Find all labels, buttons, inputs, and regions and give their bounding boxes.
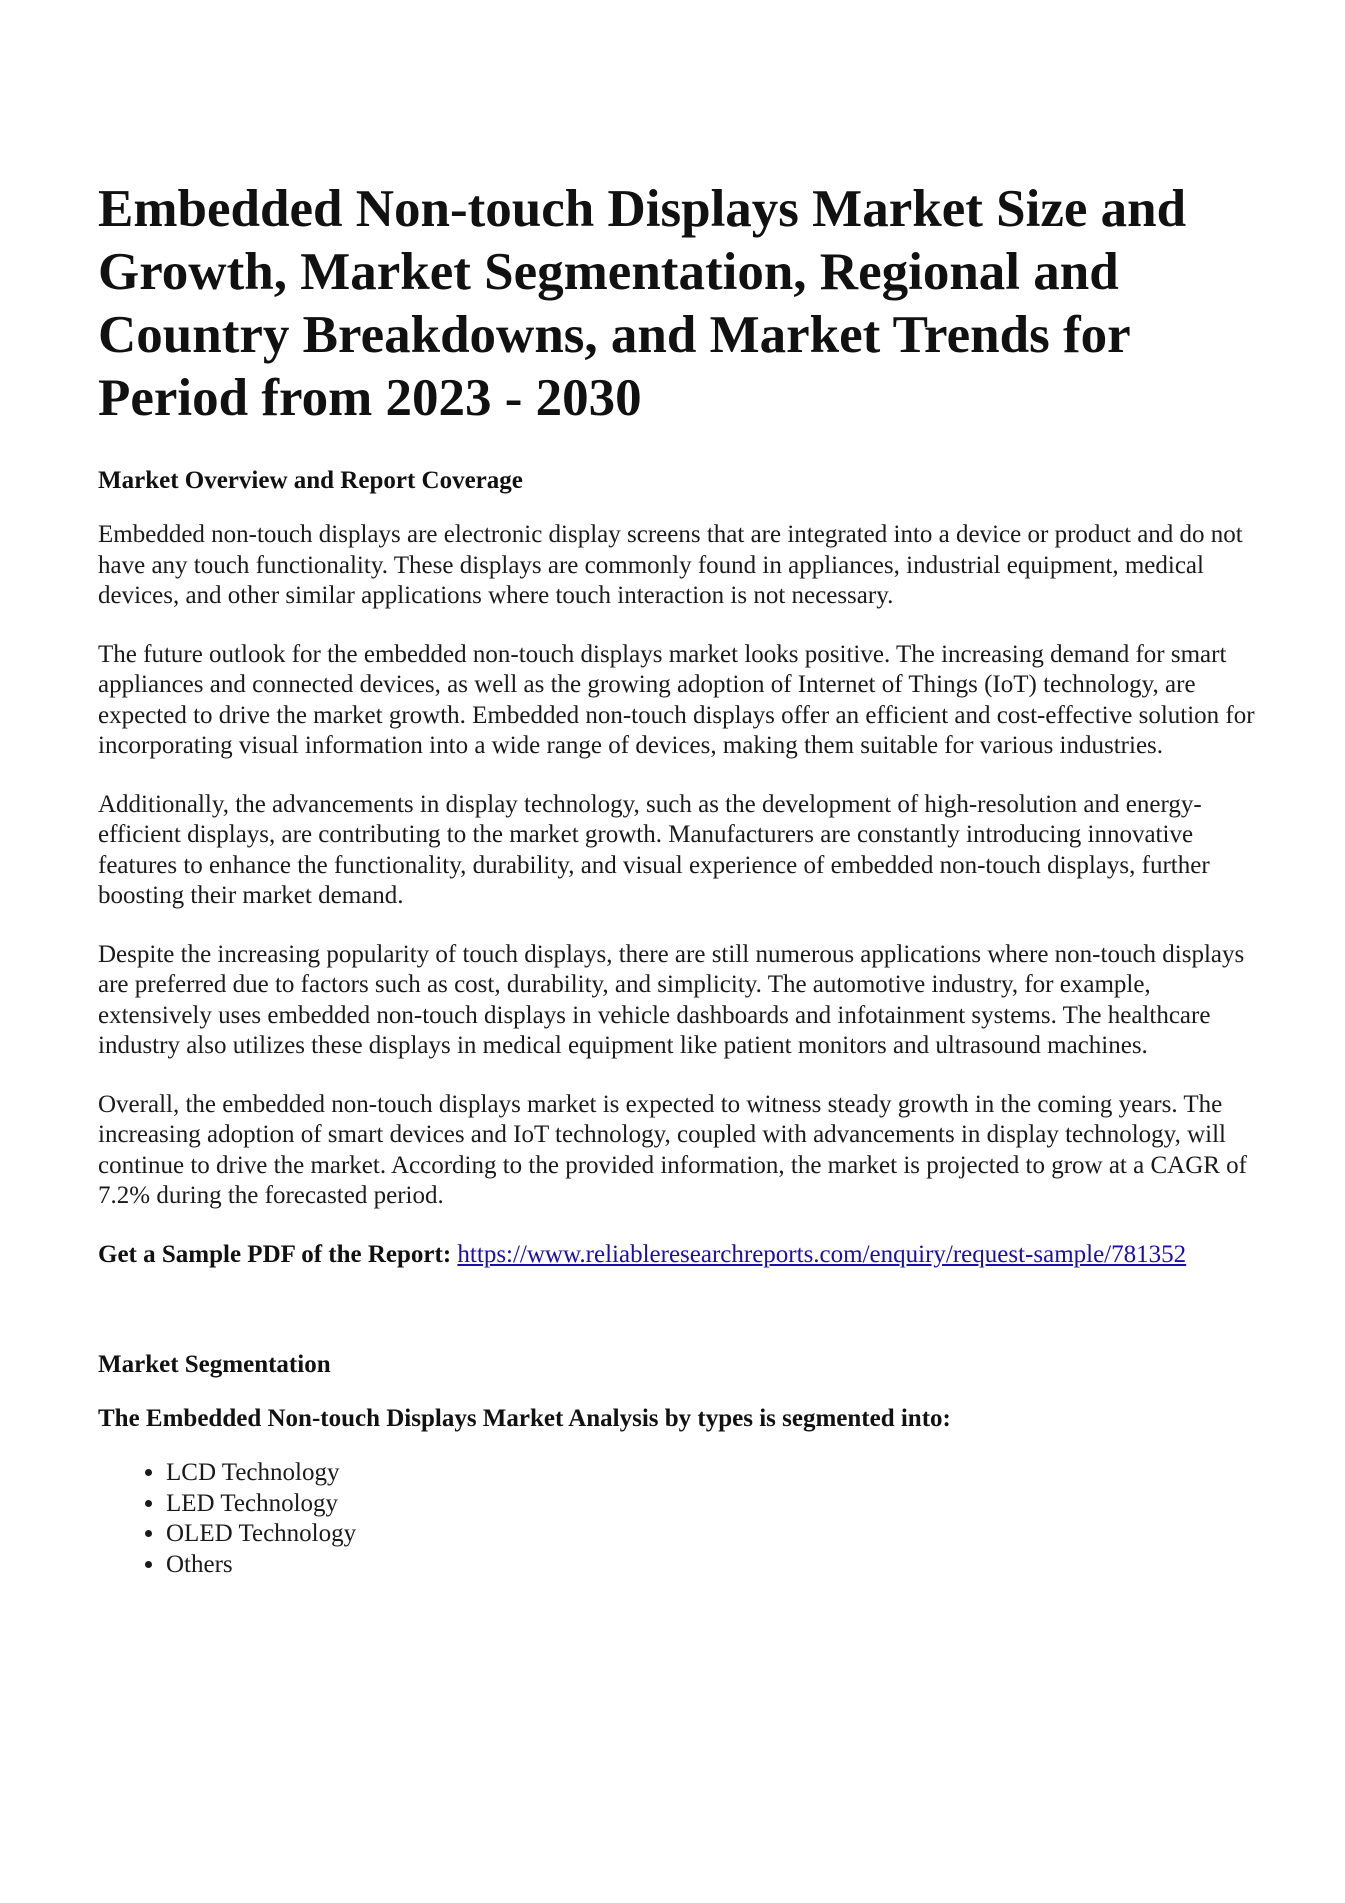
document-page xyxy=(98,178,1258,1580)
list-item: • OLED Technology xyxy=(166,1519,1258,1550)
sample-pdf-label: Get a Sample PDF of the Report: xyxy=(98,1240,452,1268)
list-item: • LED Technology xyxy=(166,1489,1258,1520)
overview-paragraph-4: Despite the increasing popularity of touch displays, there are still numerous applications where non-touch displays are preferred due to factors such as cost, durability, and simplicity. The automotive industry, for example, extensively uses embedded non-touch displays in vehicle dashboards and infotainment systems. The healthcare industry also utilizes these displays in medical equipment like patient monitors and ultrasound machines. xyxy=(98,940,1245,1059)
sample-pdf-line xyxy=(98,1240,1258,1271)
overview-paragraph-5: Overall, the embedded non-touch displays market is expected to witness steady growth in the coming years. The increasing adoption of smart devices and IoT technology, coupled with advancements in display technology, will continue to drive the market. According to the provided information, the market is projected to grow at a CAGR of 7.2% during the forecasted period. xyxy=(98,1090,1247,1209)
overview-paragraph-3: Additionally, the advancements in display technology, such as the development of high-resolution and energy-efficient displays, are contributing to the market growth. Manufacturers are constantly introducing innovative features to enhance the functionality, durability, and visual experience of embedded non-touch displays, further boosting their market demand. xyxy=(98,790,1210,909)
segmentation-types-list xyxy=(98,1458,1258,1580)
sample-pdf-link[interactable]: https://www.reliableresearchreports.com/enquiry/request-sample/781352 xyxy=(457,1240,1187,1268)
overview-paragraph-2: The future outlook for the embedded non-touch displays market looks positive. The increasing demand for smart appliances and connected devices, as well as the growing adoption of Internet of Things (IoT) technology, are expected to drive the market growth. Embedded non-touch displays offer an efficient and cost-effective solution for incorporating visual information into a wide range of devices, making them suitable for various industries. xyxy=(98,640,1255,759)
segmentation-types-subheading: The Embedded Non-touch Displays Market Analysis by types is segmented into: xyxy=(98,1405,951,1432)
overview-paragraph-1: Embedded non-touch displays are electronic display screens that are integrated into a device or product and do not have any touch functionality. These displays are commonly found in appliances, industrial equipment, medical devices, and other similar applications where touch interaction is not necessary. xyxy=(98,521,1243,609)
overview-heading: Market Overview and Report Coverage xyxy=(98,467,523,494)
segmentation-heading: Market Segmentation xyxy=(98,1351,331,1378)
document-title: Embedded Non-touch Displays Market Size and Growth, Market Segmentation, Regional and Country Breakdowns, and Market Trends for Period from 2023 - 2030 xyxy=(98,180,1187,427)
list-item: • LCD Technology xyxy=(166,1458,1258,1489)
list-item: • Others xyxy=(166,1550,1258,1581)
